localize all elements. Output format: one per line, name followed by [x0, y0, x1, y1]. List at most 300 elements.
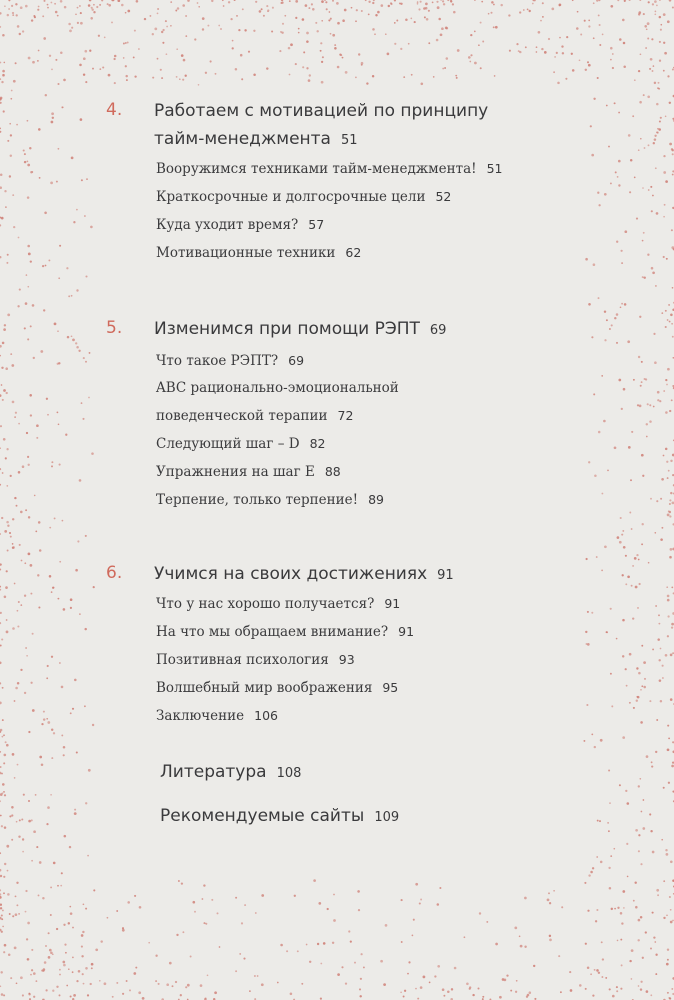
decorative-dot	[301, 983, 303, 985]
decorative-dot	[80, 22, 83, 25]
decorative-dot	[385, 924, 388, 927]
decorative-dot	[4, 863, 6, 865]
decorative-dot	[169, 962, 172, 965]
decorative-dot	[76, 980, 78, 982]
toc-entry[interactable]	[156, 486, 596, 514]
decorative-dot	[642, 240, 644, 242]
decorative-dot	[29, 147, 31, 149]
decorative-dot	[654, 138, 657, 141]
decorative-dot	[639, 0, 641, 1]
decorative-dot	[66, 267, 68, 269]
decorative-dot	[160, 69, 162, 71]
decorative-dot	[663, 787, 665, 789]
toc-entry[interactable]	[156, 702, 596, 730]
decorative-dot	[614, 102, 616, 104]
decorative-dot	[629, 702, 631, 704]
decorative-dot	[648, 562, 650, 564]
decorative-dot	[79, 64, 82, 67]
decorative-dot	[280, 944, 283, 947]
decorative-dot	[133, 56, 135, 58]
decorative-dot	[667, 75, 669, 77]
backmatter-websites[interactable]	[160, 806, 399, 826]
decorative-dot	[659, 41, 661, 43]
toc-entry[interactable]	[156, 155, 596, 183]
decorative-dot	[20, 511, 23, 514]
decorative-dot	[76, 751, 78, 753]
backmatter-literature[interactable]	[160, 762, 301, 782]
chapter-number: 6.	[106, 563, 123, 583]
decorative-dot	[668, 738, 670, 740]
decorative-dot	[565, 78, 567, 80]
decorative-dot	[71, 157, 74, 160]
decorative-dot	[452, 3, 454, 5]
decorative-dot	[590, 973, 592, 975]
decorative-dot	[176, 48, 178, 50]
page-number: 69	[288, 353, 305, 368]
decorative-dot	[162, 42, 164, 44]
decorative-dot	[289, 74, 291, 76]
decorative-dot	[617, 907, 619, 909]
decorative-dot	[271, 30, 273, 32]
decorative-dot	[99, 980, 101, 982]
decorative-dot	[83, 357, 85, 359]
decorative-dot	[25, 911, 27, 913]
decorative-dot	[170, 25, 172, 27]
decorative-dot	[671, 399, 673, 401]
decorative-dot	[510, 990, 512, 992]
decorative-dot	[597, 77, 599, 79]
entry-title: Мотивационные техники	[156, 245, 336, 261]
decorative-dot	[633, 707, 635, 709]
decorative-dot	[18, 471, 21, 474]
decorative-dot	[616, 342, 618, 344]
decorative-dot	[479, 912, 481, 914]
decorative-dot	[54, 3, 56, 5]
decorative-dot	[48, 956, 51, 959]
decorative-dot	[48, 259, 50, 261]
decorative-dot	[207, 25, 209, 27]
decorative-dot	[308, 79, 311, 82]
decorative-dot	[77, 7, 79, 9]
decorative-dot	[669, 503, 671, 505]
decorative-dot	[0, 174, 2, 177]
decorative-dot	[660, 648, 662, 650]
decorative-dot	[643, 661, 646, 664]
decorative-dot	[6, 485, 8, 487]
decorative-dot	[442, 988, 445, 991]
decorative-dot	[602, 34, 604, 36]
decorative-dot	[0, 102, 2, 104]
decorative-dot	[93, 889, 95, 891]
decorative-dot	[0, 62, 1, 64]
decorative-dot	[31, 171, 33, 173]
decorative-dot	[28, 731, 30, 733]
toc-entry[interactable]	[156, 239, 596, 267]
decorative-dot	[61, 734, 63, 736]
decorative-dot	[6, 845, 9, 848]
decorative-dot	[26, 938, 28, 940]
decorative-dot	[9, 175, 11, 177]
decorative-dot	[50, 182, 53, 185]
decorative-dot	[96, 6, 98, 8]
decorative-dot	[28, 820, 31, 823]
decorative-dot	[655, 11, 657, 13]
decorative-dot	[632, 617, 634, 619]
decorative-dot	[634, 881, 636, 883]
entry-title: Заключение	[156, 708, 245, 724]
decorative-dot	[63, 746, 66, 749]
decorative-dot	[332, 0, 334, 2]
decorative-dot	[154, 28, 157, 31]
decorative-dot	[0, 875, 2, 877]
decorative-dot	[638, 559, 640, 561]
decorative-dot	[100, 940, 102, 942]
decorative-dot	[47, 4, 49, 6]
decorative-dot	[17, 625, 19, 627]
decorative-dot	[572, 69, 575, 72]
decorative-dot	[625, 668, 627, 670]
decorative-dot	[312, 8, 315, 11]
decorative-dot	[19, 544, 21, 546]
decorative-dot	[426, 18, 429, 21]
chapter-title	[154, 315, 574, 345]
decorative-dot	[408, 961, 410, 963]
decorative-dot	[11, 806, 14, 809]
decorative-dot	[630, 479, 632, 481]
decorative-dot	[383, 983, 386, 986]
decorative-dot	[9, 532, 11, 534]
toc-entry[interactable]	[156, 211, 596, 239]
decorative-dot	[474, 62, 477, 65]
decorative-dot	[207, 974, 209, 976]
decorative-dot	[25, 890, 27, 892]
decorative-dot	[57, 598, 59, 600]
decorative-dot	[51, 465, 53, 467]
decorative-dot	[636, 554, 638, 556]
decorative-dot	[39, 861, 42, 864]
decorative-dot	[417, 998, 419, 1000]
decorative-dot	[7, 314, 10, 317]
decorative-dot	[8, 0, 10, 1]
decorative-dot	[0, 355, 1, 357]
decorative-dot	[36, 424, 39, 427]
decorative-dot	[2, 909, 4, 911]
decorative-dot	[12, 543, 14, 545]
decorative-dot	[0, 563, 2, 565]
decorative-dot	[598, 431, 601, 434]
decorative-dot	[122, 929, 125, 932]
toc-entry[interactable]	[156, 347, 596, 375]
decorative-dot	[284, 15, 286, 17]
decorative-dot	[636, 696, 638, 698]
decorative-dot	[30, 325, 32, 327]
decorative-dot	[5, 586, 8, 589]
decorative-dot	[317, 943, 319, 945]
decorative-dot	[638, 149, 640, 151]
entry-title: Волшебный мир воображения	[156, 680, 373, 696]
decorative-dot	[64, 835, 67, 838]
decorative-dot	[643, 799, 645, 801]
decorative-dot	[108, 4, 111, 7]
decorative-dot	[43, 37, 46, 40]
decorative-dot	[667, 959, 669, 961]
decorative-dot	[24, 692, 26, 694]
decorative-dot	[649, 404, 651, 406]
decorative-dot	[61, 686, 64, 689]
decorative-dot	[621, 262, 623, 264]
decorative-dot	[387, 53, 390, 56]
decorative-dot	[166, 983, 169, 986]
decorative-dot	[337, 973, 340, 976]
decorative-dot	[136, 0, 139, 3]
decorative-dot	[311, 3, 313, 5]
decorative-dot	[639, 778, 641, 780]
decorative-dot	[4, 324, 6, 326]
decorative-dot	[605, 977, 607, 979]
decorative-dot	[361, 10, 363, 12]
decorative-dot	[375, 14, 377, 16]
decorative-dot	[363, 966, 365, 968]
decorative-dot	[454, 967, 457, 970]
decorative-dot	[667, 948, 669, 950]
decorative-dot	[49, 527, 51, 529]
decorative-dot	[622, 736, 625, 739]
decorative-dot	[572, 0, 574, 1]
decorative-dot	[654, 361, 657, 364]
decorative-dot	[601, 941, 603, 943]
decorative-dot	[295, 0, 298, 3]
decorative-dot	[641, 685, 643, 687]
decorative-dot	[637, 607, 639, 609]
decorative-dot	[176, 76, 178, 78]
decorative-dot	[20, 604, 22, 606]
decorative-dot	[598, 14, 600, 16]
decorative-dot	[88, 769, 91, 772]
decorative-dot	[447, 0, 449, 1]
toc-entry[interactable]	[156, 183, 596, 211]
decorative-dot	[0, 425, 2, 427]
decorative-dot	[38, 128, 41, 131]
decorative-dot	[455, 75, 457, 77]
decorative-dot	[99, 4, 101, 6]
decorative-dot	[658, 623, 660, 625]
decorative-dot	[524, 897, 527, 900]
decorative-dot	[10, 475, 12, 477]
decorative-dot	[351, 7, 353, 9]
decorative-dot	[134, 895, 136, 897]
decorative-dot	[428, 42, 430, 44]
decorative-dot	[289, 0, 291, 2]
decorative-dot	[361, 64, 363, 66]
decorative-dot	[0, 224, 1, 226]
decorative-dot	[51, 728, 53, 730]
decorative-dot	[667, 599, 670, 602]
decorative-dot	[561, 45, 563, 47]
decorative-dot	[20, 976, 23, 979]
toc-entry[interactable]	[156, 430, 596, 458]
decorative-dot	[587, 910, 589, 912]
decorative-dot	[15, 3, 17, 5]
decorative-dot	[325, 1, 327, 3]
decorative-dot	[359, 995, 361, 997]
decorative-dot	[17, 764, 19, 766]
decorative-dot	[80, 118, 83, 121]
decorative-dot	[320, 963, 322, 965]
decorative-dot	[494, 75, 496, 77]
decorative-dot	[9, 913, 11, 915]
decorative-dot	[667, 319, 669, 321]
decorative-dot	[82, 418, 84, 420]
chapter-title-text: Изменимся при помощи РЭПТ	[154, 319, 420, 339]
decorative-dot	[4, 596, 7, 599]
decorative-dot	[624, 230, 627, 233]
decorative-dot	[0, 569, 1, 571]
decorative-dot	[8, 8, 10, 10]
decorative-dot	[127, 10, 130, 13]
decorative-dot	[612, 53, 614, 55]
decorative-dot	[617, 0, 619, 1]
decorative-dot	[18, 237, 20, 239]
decorative-dot	[611, 908, 613, 910]
decorative-dot	[468, 56, 471, 59]
decorative-dot	[12, 547, 14, 549]
page-number: 62	[345, 245, 362, 260]
decorative-dot	[41, 970, 43, 972]
decorative-dot	[672, 336, 674, 338]
decorative-dot	[86, 178, 88, 180]
decorative-dot	[663, 917, 665, 919]
decorative-dot	[604, 310, 606, 312]
decorative-dot	[202, 898, 204, 900]
decorative-dot	[27, 245, 30, 248]
decorative-dot	[644, 678, 646, 680]
decorative-dot	[35, 794, 37, 796]
decorative-dot	[620, 250, 622, 252]
decorative-dot	[13, 80, 16, 83]
decorative-dot	[626, 843, 628, 845]
decorative-dot	[121, 4, 124, 7]
decorative-dot	[45, 265, 47, 267]
decorative-dot	[76, 209, 78, 211]
decorative-dot	[356, 9, 358, 11]
decorative-dot	[566, 36, 568, 38]
decorative-dot	[234, 0, 236, 1]
toc-entry[interactable]	[156, 590, 596, 618]
decorative-dot	[671, 626, 673, 628]
decorative-dot	[672, 174, 674, 176]
decorative-dot	[638, 356, 640, 358]
decorative-dot	[655, 285, 657, 287]
decorative-dot	[631, 431, 633, 433]
decorative-dot	[333, 919, 336, 922]
decorative-dot	[165, 20, 167, 22]
decorative-dot	[122, 927, 124, 929]
decorative-dot	[656, 5, 658, 7]
decorative-dot	[232, 40, 234, 42]
decorative-dot	[2, 399, 4, 401]
decorative-dot	[647, 403, 649, 405]
decorative-dot	[588, 64, 591, 67]
decorative-dot	[667, 477, 669, 479]
decorative-dot	[75, 13, 77, 15]
decorative-dot	[0, 971, 2, 973]
decorative-dot	[654, 0, 657, 3]
decorative-dot	[22, 838, 24, 840]
decorative-dot	[657, 128, 659, 130]
decorative-dot	[3, 62, 5, 64]
decorative-dot	[27, 161, 29, 163]
decorative-dot	[3, 994, 5, 996]
decorative-dot	[330, 18, 332, 20]
decorative-dot	[327, 908, 329, 910]
decorative-dot	[148, 942, 150, 944]
decorative-dot	[321, 61, 323, 63]
decorative-dot	[28, 800, 30, 802]
decorative-dot	[308, 7, 310, 9]
decorative-dot	[656, 500, 658, 502]
decorative-dot	[646, 28, 648, 30]
decorative-dot	[93, 586, 95, 588]
decorative-dot	[242, 8, 244, 10]
decorative-dot	[0, 985, 1, 987]
decorative-dot	[538, 31, 541, 34]
decorative-dot	[654, 135, 656, 137]
decorative-dot	[318, 902, 321, 905]
decorative-dot	[669, 896, 671, 898]
decorative-dot	[185, 986, 187, 988]
decorative-dot	[15, 62, 17, 64]
decorative-dot	[17, 305, 19, 307]
decorative-dot	[617, 940, 619, 942]
decorative-dot	[81, 179, 83, 181]
decorative-dot	[7, 140, 9, 142]
decorative-dot	[6, 262, 8, 264]
decorative-dot	[25, 302, 28, 305]
entry-title: Что такое РЭПТ?	[156, 353, 279, 369]
decorative-dot	[202, 17, 205, 20]
decorative-dot	[49, 949, 52, 952]
decorative-dot	[548, 892, 550, 894]
decorative-dot	[0, 78, 1, 80]
decorative-dot	[587, 61, 589, 63]
toc-entry[interactable]	[156, 375, 596, 430]
decorative-dot	[4, 530, 7, 533]
entry-title-line: ABC рационально-эмоциональной	[156, 380, 399, 396]
decorative-dot	[3, 389, 6, 392]
decorative-dot	[19, 819, 21, 821]
decorative-dot	[345, 71, 348, 74]
decorative-dot	[255, 1, 257, 3]
decorative-dot	[253, 30, 255, 32]
decorative-dot	[619, 38, 622, 41]
decorative-dot	[80, 12, 82, 14]
decorative-dot	[12, 915, 14, 917]
toc-entry[interactable]	[156, 674, 596, 702]
decorative-dot	[183, 59, 186, 62]
decorative-dot	[117, 0, 120, 2]
decorative-dot	[655, 954, 657, 956]
decorative-dot	[15, 913, 18, 916]
toc-entry[interactable]	[156, 618, 596, 646]
decorative-dot	[7, 870, 9, 872]
decorative-dot	[506, 974, 508, 976]
decorative-dot	[241, 78, 243, 80]
decorative-dot	[28, 57, 31, 60]
toc-entry[interactable]	[156, 458, 596, 486]
decorative-dot	[41, 764, 44, 767]
toc-entry[interactable]	[156, 646, 596, 674]
decorative-dot	[0, 589, 1, 591]
